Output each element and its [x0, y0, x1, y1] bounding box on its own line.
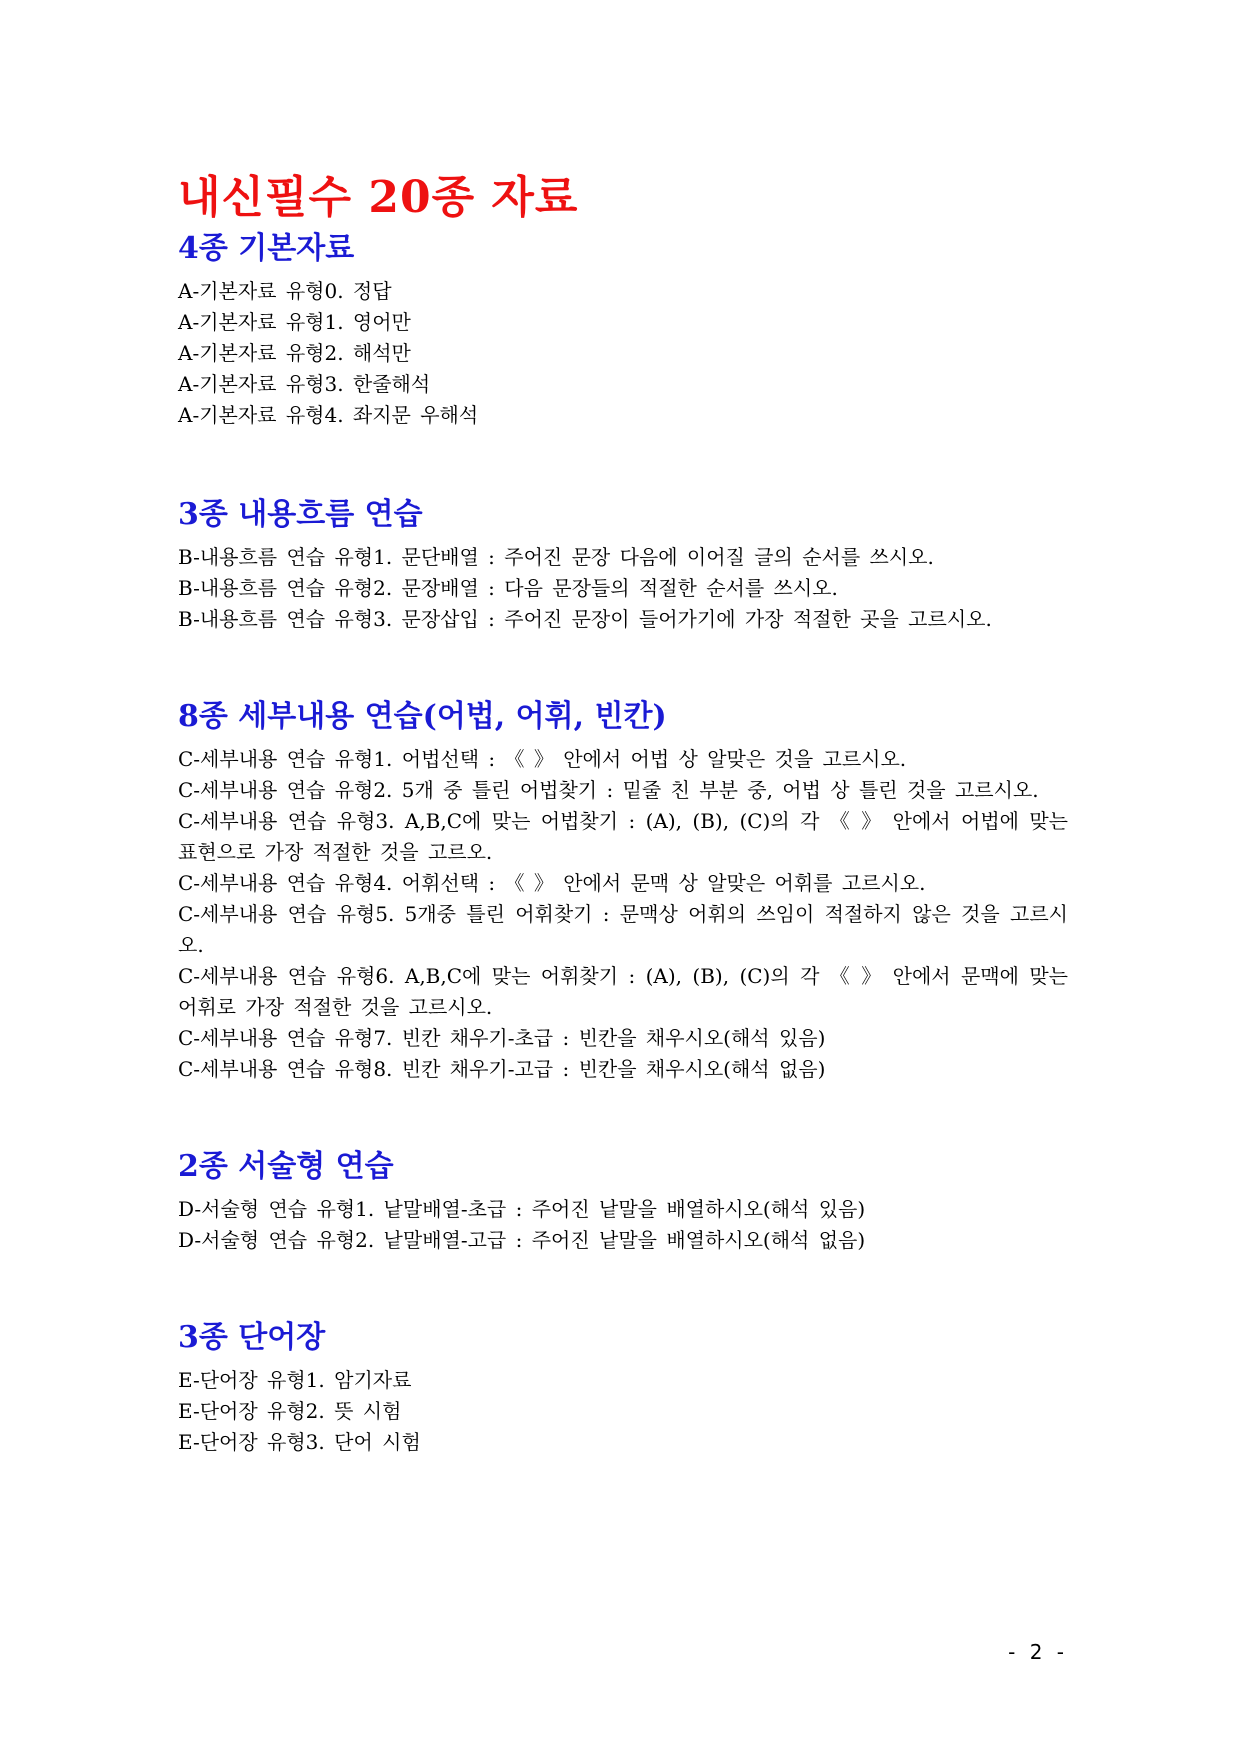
section-title: 3종 내용흐름 연습 [178, 497, 423, 532]
list-item: C-세부내용 연습 유형4. 어휘선택 : 《 》 안에서 문맥 상 알맞은 어휘를 고르시오. [178, 871, 926, 895]
list-item: D-서술형 연습 유형1. 낱말배열-초급 : 주어진 낱말을 배열하시오(해석 있음) [178, 1197, 866, 1221]
item-list [178, 1194, 1068, 1256]
list-item: E-단어장 유형3. 단어 시험 [178, 1430, 421, 1454]
section-vocabulary [178, 1317, 1068, 1458]
page-title: 내신필수 20종 자료 [178, 172, 579, 223]
section-title: 2종 서술형 연습 [178, 1149, 394, 1184]
item-list [178, 542, 1068, 635]
item-list [178, 276, 1068, 431]
list-item: A-기본자료 유형2. 해석만 [178, 341, 411, 365]
item-list [178, 1365, 1068, 1458]
list-item: E-단어장 유형2. 뜻 시험 [178, 1399, 402, 1423]
list-item: C-세부내용 연습 유형7. 빈칸 채우기-초급 : 빈칸을 채우시오(해석 있음) [178, 1026, 826, 1050]
list-item: C-세부내용 연습 유형6. A,B,C에 맞는 어휘찾기 : (A), (B), (C)의 각 《 》 안에서 문맥에 맞는 어휘로 가장 적절한 것을 고르시오. [178, 964, 1068, 1019]
list-item: A-기본자료 유형1. 영어만 [178, 310, 411, 334]
section-detail [178, 696, 1068, 1085]
section-title: 4종 기본자료 [178, 231, 355, 266]
list-item: B-내용흐름 연습 유형3. 문장삽입 : 주어진 문장이 들어가기에 가장 적절한 곳을 고르시오. [178, 607, 992, 631]
list-item: A-기본자료 유형3. 한줄해석 [178, 372, 431, 396]
item-list [178, 744, 1068, 1085]
list-item: E-단어장 유형1. 암기자료 [178, 1368, 412, 1392]
section-title: 3종 단어장 [178, 1320, 326, 1355]
list-item: C-세부내용 연습 유형2. 5개 중 틀린 어법찾기 : 밑줄 친 부분 중, 어법 상 틀린 것을 고르시오. [178, 778, 1039, 802]
list-item: B-내용흐름 연습 유형1. 문단배열 : 주어진 문장 다음에 이어질 글의 순서를 쓰시오. [178, 545, 934, 569]
list-item: A-기본자료 유형0. 정답 [178, 279, 392, 303]
list-item: A-기본자료 유형4. 좌지문 우해석 [178, 403, 479, 427]
list-item: D-서술형 연습 유형2. 낱말배열-고급 : 주어진 낱말을 배열하시오(해석 없음) [178, 1228, 866, 1252]
section-basic [178, 228, 1068, 431]
list-item: C-세부내용 연습 유형3. A,B,C에 맞는 어법찾기 : (A), (B), (C)의 각 《 》 안에서 어법에 맞는 표현으로 가장 적절한 것을 고르오. [178, 809, 1068, 864]
list-item: C-세부내용 연습 유형8. 빈칸 채우기-고급 : 빈칸을 채우시오(해석 없음) [178, 1057, 826, 1081]
page-number: - 2 - [1008, 1640, 1068, 1664]
list-item: C-세부내용 연습 유형1. 어법선택 : 《 》 안에서 어법 상 알맞은 것을 고르시오. [178, 747, 907, 771]
list-item: B-내용흐름 연습 유형2. 문장배열 : 다음 문장들의 적절한 순서를 쓰시오. [178, 576, 838, 600]
section-writing [178, 1146, 1068, 1256]
list-item: C-세부내용 연습 유형5. 5개중 틀린 어휘찾기 : 문맥상 어휘의 쓰임이 적절하지 않은 것을 고르시오. [178, 902, 1068, 957]
page-content [178, 168, 1068, 1458]
section-flow [178, 494, 1068, 635]
section-title: 8종 세부내용 연습(어법, 어휘, 빈칸) [178, 699, 667, 734]
